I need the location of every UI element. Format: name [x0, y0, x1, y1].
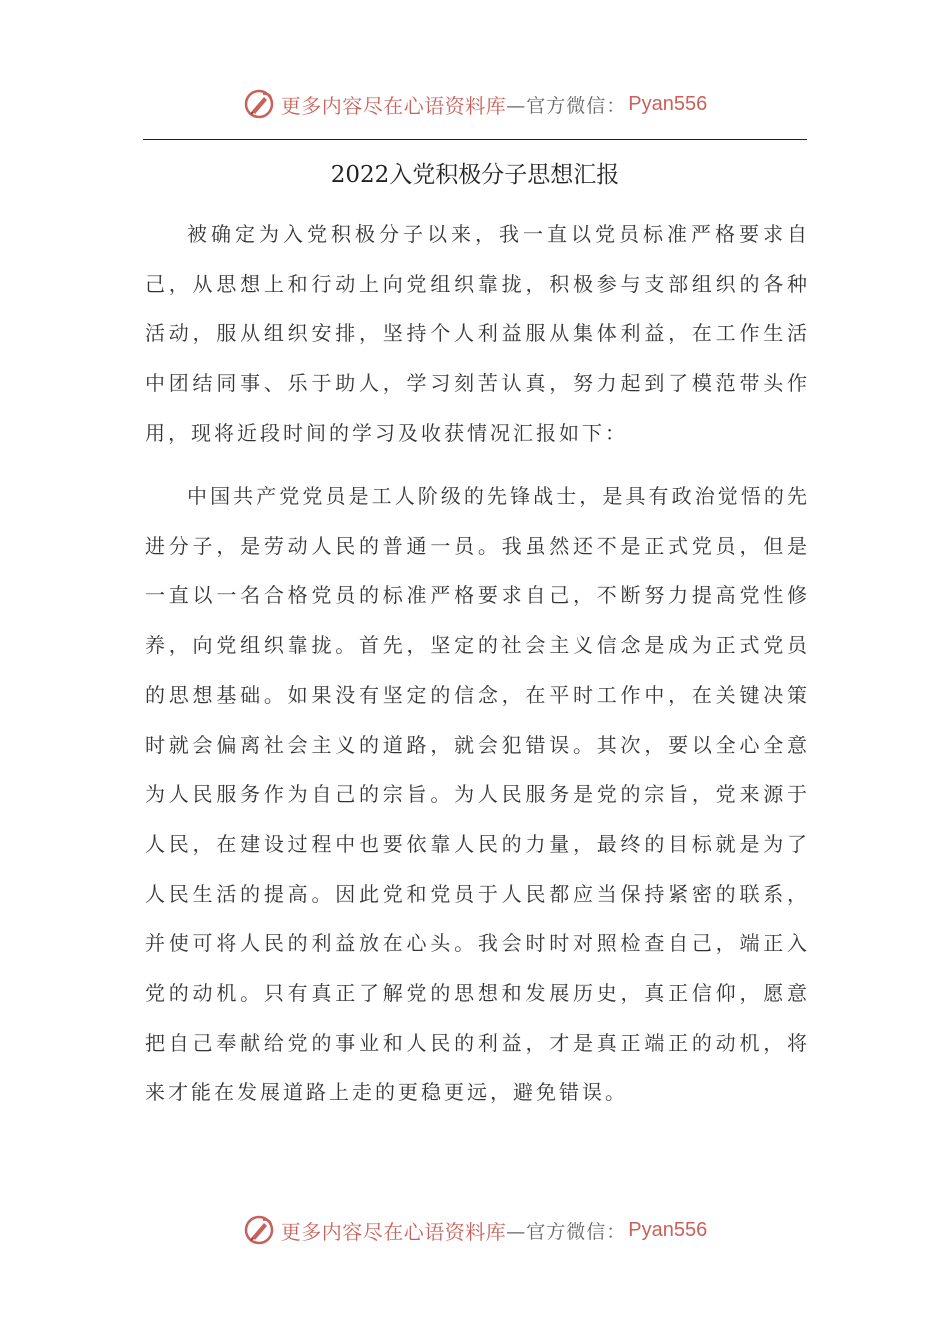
wechat-label: —官方微信：: [506, 94, 627, 117]
wechat-id: Pyan556: [628, 1218, 708, 1241]
wechat-id: Pyan556: [628, 92, 708, 115]
header-banner: [0, 86, 950, 122]
paragraph-2-container: [145, 472, 810, 1118]
paragraph-2: 中国共产党党员是工人阶级的先锋战士，是具有政治觉悟的先进分子，是劳动人民的普通一员。我虽然还不是正式党员，但是一直以一名合格党员的标准严格要求自己，不断努力提高党性修养，向党组织靠拢。首先，坚定的社会主义信念是成为正式党员的思想基础。如果没有坚定的信念，在平时工作中，在关键决策时就会偏离社会主义的道路，就会犯错误。其次，要以全心全意为人民服务作为自己的宗旨。为人民服务是党的宗旨，党来源于人民，在建设过程中也要依靠人民的力量，最终的目标就是为了人民生活的提高。因此党和党员于人民都应当保持紧密的联系，并使可将人民的利益放在心头。我会时时对照检查自己，端正入党的动机。只有真正了解党的思想和发展历史，真正信仰，愿意把自己奉献给党的事业和人民的利益，才是真正端正的动机，将来才能在发展道路上走的更稳更远，避免错误。: [145, 484, 810, 1105]
brand-text: 更多内容尽在心语资料库: [280, 93, 507, 118]
brand-text: 更多内容尽在心语资料库: [280, 1219, 507, 1244]
wechat-label: —官方微信：: [506, 1220, 627, 1243]
pen-logo-icon: [243, 1214, 275, 1246]
pen-logo-icon: [243, 88, 275, 120]
document-title: 2022入党积极分子思想汇报: [330, 162, 620, 188]
paragraph-1-container: [145, 210, 810, 459]
footer-banner: [0, 1212, 950, 1248]
header-divider: [143, 139, 807, 140]
paragraph-1: 被确定为入党积极分子以来，我一直以党员标准严格要求自己，从思想上和行动上向党组织靠拢，积极参与支部组织的各种活动，服从组织安排，坚持个人利益服从集体利益，在工作生活中团结同事、乐于助人，学习刻苦认真，努力起到了模范带头作用，现将近段时间的学习及收获情况汇报如下：: [145, 222, 810, 445]
